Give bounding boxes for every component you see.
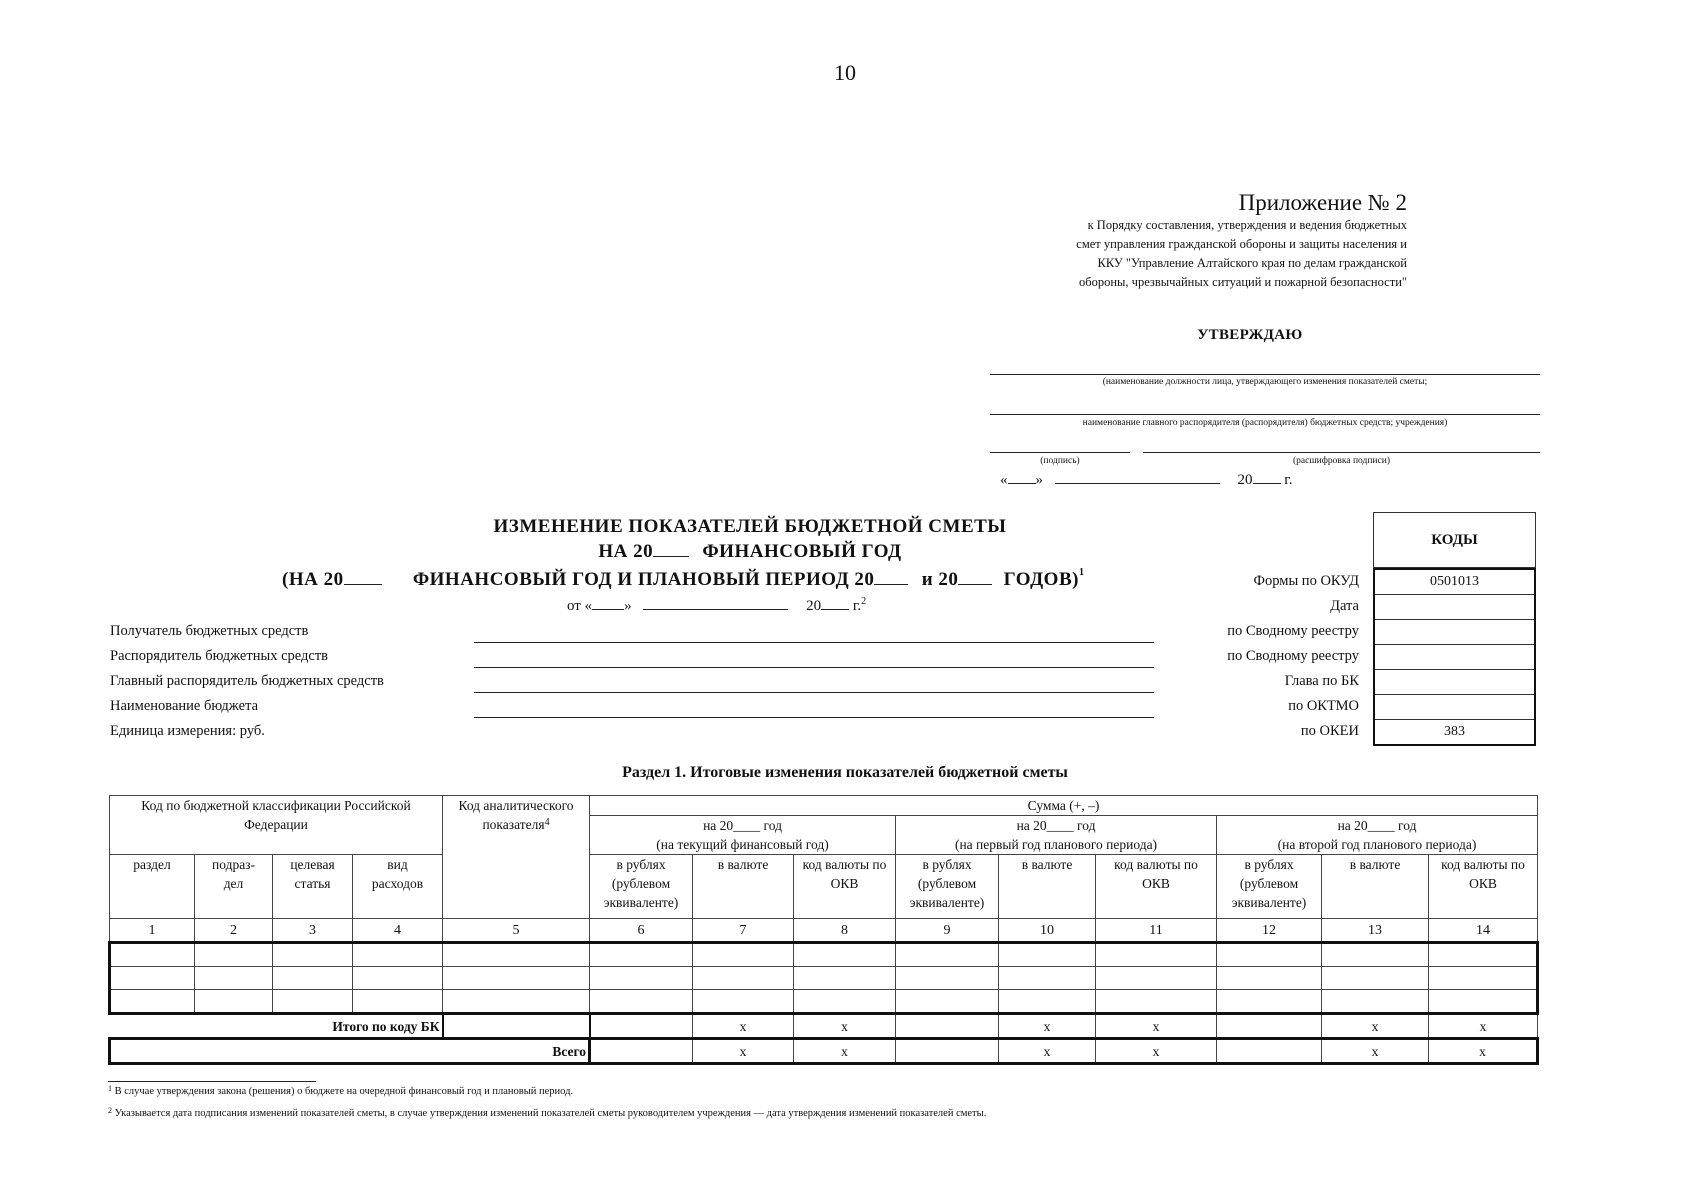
- total-all-row: [110, 1039, 1538, 1064]
- date-year-prefix: 20: [1237, 472, 1253, 488]
- col-number: 12: [1217, 919, 1322, 943]
- col-number: 6: [590, 919, 693, 943]
- header-rubles: в рублях (рублевом эквиваленте): [1217, 855, 1322, 919]
- header-target-article: целевая статья: [273, 855, 353, 919]
- budget-name-line: [474, 717, 1154, 718]
- header-year-second: на 20____ год (на второй год планового периода): [1217, 816, 1538, 855]
- header-currency: в валюте: [693, 855, 794, 919]
- org-caption: наименование главного распорядителя (распорядителя) бюджетных средств; учреждения): [1082, 418, 1448, 428]
- label-unit: Единица измерения: руб.: [110, 723, 265, 739]
- code-label-okei: по ОКЕИ: [1300, 723, 1359, 739]
- header-currency: в валюте: [1322, 855, 1429, 919]
- col-number: 5: [443, 919, 590, 943]
- header-rubles: в рублях (рублевом эквиваленте): [590, 855, 693, 919]
- appendix-subtitle-line: смет управления гражданской обороны и защиты населения и: [1076, 237, 1407, 251]
- code-value-bk-head[interactable]: [1374, 670, 1535, 695]
- cross-mark: x: [693, 1014, 794, 1039]
- cross-mark: x: [1096, 1014, 1217, 1039]
- header-sum: Сумма (+, –): [590, 796, 1538, 816]
- footnote-separator: [108, 1081, 316, 1082]
- table-row[interactable]: [110, 967, 1538, 990]
- header-expense-type: вид расходов: [353, 855, 443, 919]
- position-caption: (наименование должности лица, утверждающего изменения показателей сметы;: [1102, 377, 1428, 387]
- codes-header: КОДЫ: [1374, 513, 1536, 568]
- code-label-oktmo: по ОКТМО: [1288, 698, 1359, 714]
- code-value-date[interactable]: [1374, 595, 1535, 620]
- label-recipient: Получатель бюджетных средств: [110, 623, 309, 639]
- header-section: раздел: [110, 855, 195, 919]
- doc-title-line2: НА 20 ФИНАНСОВЫЙ ГОД: [598, 541, 902, 562]
- code-value-registry-2[interactable]: [1374, 645, 1535, 670]
- col-number: 10: [999, 919, 1096, 943]
- col-number: 14: [1429, 919, 1538, 943]
- col-number: 4: [353, 919, 443, 943]
- appendix-subtitle-line: к Порядку составления, утверждения и ведения бюджетных: [1087, 218, 1407, 232]
- total-all-label: Всего: [552, 1043, 587, 1059]
- cross-mark: x: [1429, 1039, 1538, 1064]
- header-currency-code: код валюты по ОКВ: [794, 855, 896, 919]
- appendix-subtitle-line: ККУ "Управление Алтайского края по делам гражданской: [1097, 256, 1407, 270]
- total-all-cell[interactable]: [590, 1039, 693, 1064]
- appendix-subtitle: [947, 216, 1407, 292]
- col-number: 13: [1322, 919, 1429, 943]
- header-bk: Код по бюджетной классификации Российской Федерации: [110, 796, 443, 855]
- label-budget-name: Наименование бюджета: [110, 698, 259, 714]
- date-quote-close: »: [1035, 472, 1043, 488]
- signature-line: [990, 452, 1130, 453]
- code-value-registry-1[interactable]: [1374, 620, 1535, 645]
- main-table: [108, 795, 1539, 1065]
- cross-mark: x: [1322, 1039, 1429, 1064]
- signature-caption: (подпись): [1040, 456, 1080, 466]
- table-row[interactable]: [110, 990, 1538, 1014]
- cross-mark: x: [999, 1014, 1096, 1039]
- footnote-1: $^1$ В случае утверждения закона (решения) о бюджете на очередной финансовый год и плановый период.: [108, 1084, 574, 1097]
- code-value-oktmo[interactable]: [1374, 695, 1535, 720]
- code-value-okud[interactable]: 0501013: [1374, 569, 1535, 595]
- code-label-registry-1: по Сводному реестру: [1227, 623, 1359, 639]
- date-year-suffix: г.: [1284, 472, 1293, 488]
- footnote-2: $^2$ Указывается дата подписания изменений показателей сметы, в случае утверждения изменений показателей сметы руководителем учреждения — дата утверждения изменений показателей сметы.: [108, 1106, 987, 1119]
- cross-mark: x: [693, 1039, 794, 1064]
- page-number: 10: [834, 60, 856, 85]
- codes-box: [1373, 512, 1536, 746]
- appendix-title: Приложение № 2: [1238, 190, 1407, 215]
- col-number: 7: [693, 919, 794, 943]
- doc-title-line3: (НА 20 ФИНАНСОВЫЙ ГОД И ПЛАНОВЫЙ ПЕРИОД 20 и 20 ГОДОВ)$^1$: [282, 567, 1085, 590]
- header-currency: в валюте: [999, 855, 1096, 919]
- decoding-caption: (расшифровка подписи): [1293, 456, 1390, 466]
- header-analytic: Код аналитического показателя$^4$: [443, 796, 590, 919]
- col-number: 8: [794, 919, 896, 943]
- total-bk-analytic[interactable]: [443, 1014, 590, 1039]
- col-number: 11: [1096, 919, 1217, 943]
- col-number: 1: [110, 919, 195, 943]
- date-quote-open: «: [1000, 472, 1008, 488]
- label-manager: Распорядитель бюджетных средств: [110, 648, 329, 664]
- code-label-okud: Формы по ОКУД: [1253, 573, 1359, 589]
- position-line: [990, 374, 1540, 375]
- header-currency-code: код валюты по ОКВ: [1429, 855, 1538, 919]
- cross-mark: x: [1322, 1014, 1429, 1039]
- decoding-line: [1143, 452, 1540, 453]
- header-rubles: в рублях (рублевом эквиваленте): [896, 855, 999, 919]
- cross-mark: x: [1096, 1039, 1217, 1064]
- section-title: Раздел 1. Итоговые изменения показателей бюджетной сметы: [622, 764, 1068, 781]
- total-bk-label: Итого по коду БК: [332, 1018, 440, 1034]
- total-bk-cell[interactable]: [1217, 1014, 1322, 1039]
- cross-mark: x: [794, 1014, 896, 1039]
- approval-date: [1000, 472, 1292, 489]
- code-label-bk-head: Глава по БК: [1284, 673, 1359, 689]
- chief-manager-line: [474, 692, 1154, 693]
- cross-mark: x: [794, 1039, 896, 1064]
- col-number: 2: [195, 919, 273, 943]
- table-row[interactable]: [110, 943, 1538, 967]
- cross-mark: x: [1429, 1014, 1538, 1039]
- total-bk-row: [110, 1014, 1538, 1039]
- col-number: 9: [896, 919, 999, 943]
- header-currency-code: код валюты по ОКВ: [1096, 855, 1217, 919]
- doc-date: от « » 20 г.$^2$: [567, 596, 867, 614]
- appendix-block: [947, 190, 1407, 292]
- header-year-current: на 20____ год (на текущий финансовый год): [590, 816, 896, 855]
- org-line: [990, 414, 1540, 415]
- code-value-okei[interactable]: 383: [1374, 720, 1535, 746]
- appendix-subtitle-line: обороны, чрезвычайных ситуаций и пожарной безопасности": [1078, 275, 1407, 289]
- code-label-date: Дата: [1330, 598, 1359, 614]
- total-all-cell[interactable]: [896, 1039, 999, 1064]
- total-bk-cell[interactable]: [590, 1014, 693, 1039]
- header-subsection: подраз-дел: [195, 855, 273, 919]
- header-year-first: на 20____ год (на первый год планового периода): [896, 816, 1217, 855]
- total-all-cell[interactable]: [1217, 1039, 1322, 1064]
- code-label-registry-2: по Сводному реестру: [1227, 648, 1359, 664]
- col-number: 3: [273, 919, 353, 943]
- approval-title: УТВЕРЖДАЮ: [1197, 327, 1303, 343]
- doc-title-line1: ИЗМЕНЕНИЕ ПОКАЗАТЕЛЕЙ БЮДЖЕТНОЙ СМЕТЫ: [493, 516, 1007, 537]
- total-bk-cell[interactable]: [896, 1014, 999, 1039]
- manager-line: [474, 667, 1154, 668]
- recipient-line: [474, 642, 1154, 643]
- cross-mark: x: [999, 1039, 1096, 1064]
- label-chief-manager: Главный распорядитель бюджетных средств: [110, 673, 384, 689]
